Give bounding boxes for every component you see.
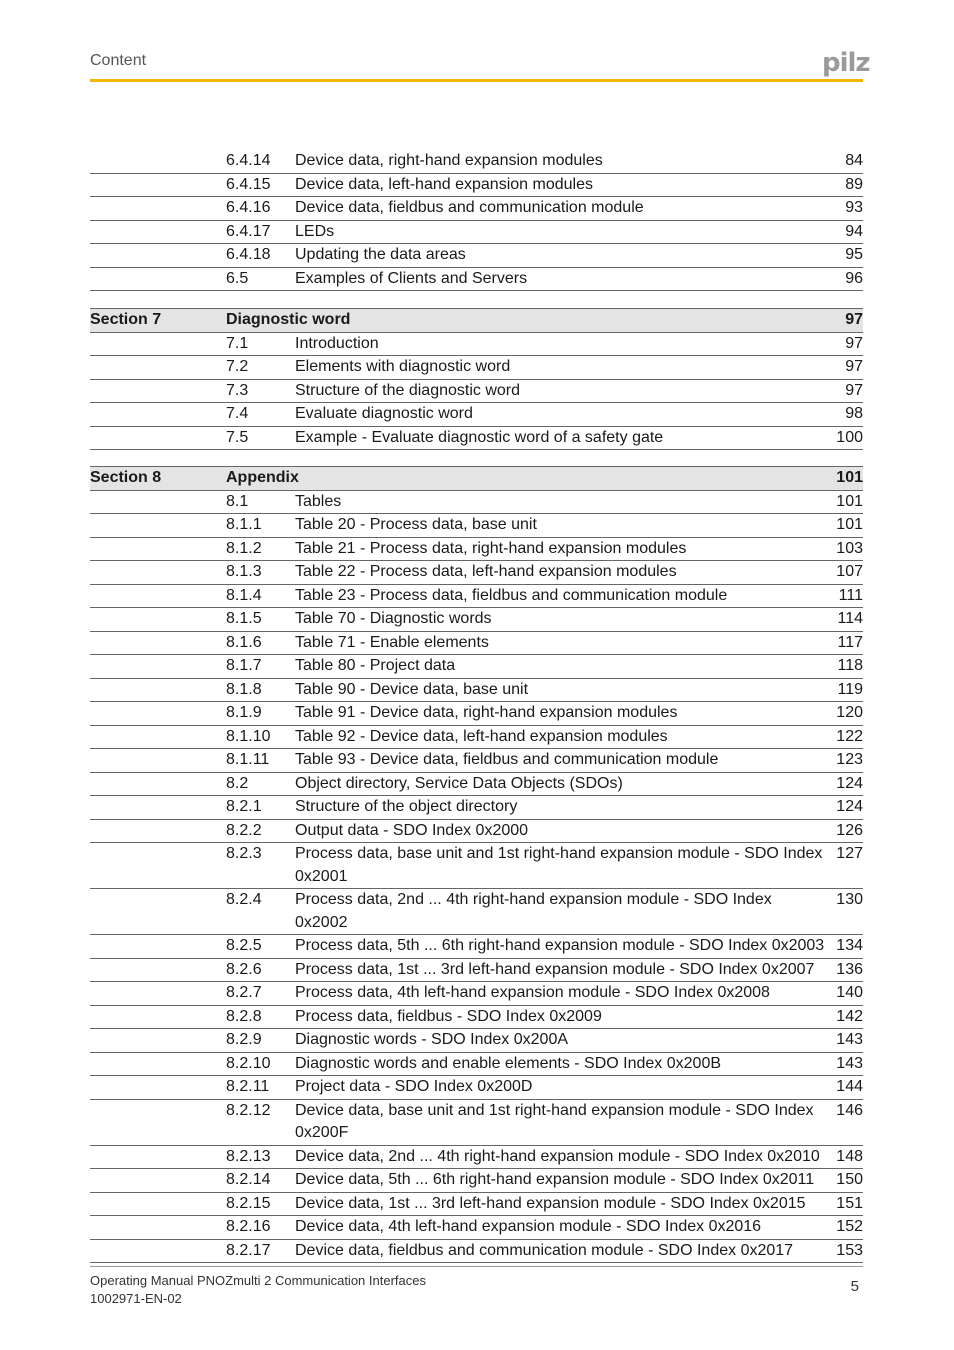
toc-entry-number: 8.1.2 xyxy=(226,539,262,557)
toc-entry-page: 143 xyxy=(836,1031,863,1048)
toc-entry[interactable] xyxy=(90,632,863,656)
toc-entry[interactable] xyxy=(90,197,863,221)
toc-entry-number: 8.2.7 xyxy=(226,984,262,1001)
toc-entry-title: Table 22 - Process data, left-hand expansion modules xyxy=(295,563,677,580)
toc-entry[interactable] xyxy=(90,380,863,404)
toc-entry-spacer xyxy=(90,632,226,655)
toc-entry-page: 118 xyxy=(837,657,863,674)
toc-entry-title: Device data, base unit and 1st right-hand expansion module - SDO Index 0x200F xyxy=(295,1101,814,1141)
toc-entry-title: Table 71 - Enable elements xyxy=(295,633,489,651)
toc-entry-title: Process data, fieldbus - SDO Index 0x2009 xyxy=(295,1007,602,1025)
toc-entry-page: 142 xyxy=(836,1007,863,1025)
toc-entry[interactable] xyxy=(90,959,863,983)
toc-entry-number: 8.2.16 xyxy=(226,1218,271,1235)
toc-entry-title: Table 21 - Process data, right-hand expansion modules xyxy=(295,539,687,557)
toc-entry-title: Table 92 - Device data, left-hand expansion modules xyxy=(295,727,668,745)
toc-entry-number: 6.5 xyxy=(226,269,249,287)
toc-entry-page: 97 xyxy=(845,334,863,352)
toc-entry-number: 6.4.17 xyxy=(226,222,271,240)
toc-entry-title: Project data - SDO Index 0x200D xyxy=(295,1078,533,1095)
toc-entry[interactable] xyxy=(90,1006,863,1030)
toc-entry-page: 126 xyxy=(836,821,863,839)
section-page: 97 xyxy=(845,311,863,328)
pilz-logo: pilz xyxy=(822,48,870,78)
toc-entry-number: 6.4.14 xyxy=(226,152,271,169)
toc-entry-number: 8.2.3 xyxy=(226,845,262,862)
toc-entry-page: 96 xyxy=(845,269,863,287)
toc-entry-number: 8.2.8 xyxy=(226,1007,262,1025)
toc-entry[interactable] xyxy=(90,726,863,750)
toc-entry-number: 6.4.16 xyxy=(226,199,271,216)
toc-entry-spacer xyxy=(90,244,226,267)
toc-entry-spacer xyxy=(90,403,226,426)
toc-entry-spacer xyxy=(90,491,226,514)
toc-entry-page: 144 xyxy=(836,1078,863,1095)
toc-entry-spacer xyxy=(90,1006,226,1029)
footer-document-number: 1002971-EN-02 xyxy=(90,1291,182,1306)
toc-entry[interactable] xyxy=(90,1169,863,1193)
toc-entry-title: Device data, 2nd ... 4th right-hand expansion module - SDO Index 0x2010 xyxy=(295,1147,820,1165)
toc-entry-number: 6.4.18 xyxy=(226,246,271,263)
toc-entry[interactable] xyxy=(90,356,863,380)
toc-entry-title: Process data, 4th left-hand expansion module - SDO Index 0x2008 xyxy=(295,984,770,1001)
toc-entry-title: Updating the data areas xyxy=(295,246,466,263)
toc-entry-number: 8.1.6 xyxy=(226,633,262,651)
section-title: Appendix xyxy=(226,469,299,486)
toc-entry[interactable] xyxy=(90,174,863,198)
toc-entry-number: 8.2.10 xyxy=(226,1054,271,1072)
toc-entry-number: 8.1.4 xyxy=(226,586,262,604)
toc-entry-number: 8.1.8 xyxy=(226,680,262,698)
toc-entry-page: 114 xyxy=(837,610,863,627)
toc-entry-number: 8.1.5 xyxy=(226,610,262,627)
toc-entry-title: Diagnostic words - SDO Index 0x200A xyxy=(295,1031,569,1048)
toc-entry-page: 84 xyxy=(845,152,863,169)
toc-entry-page: 97 xyxy=(845,358,863,375)
toc-entry[interactable] xyxy=(90,268,863,292)
toc-entry-spacer xyxy=(90,1100,226,1145)
toc-entry-page: 152 xyxy=(836,1218,863,1235)
toc-entry[interactable] xyxy=(90,843,863,889)
toc-entry-page: 130 xyxy=(836,891,863,908)
toc-entry-title: Device data, fieldbus and communication module - SDO Index 0x2017 xyxy=(295,1241,794,1259)
header-divider xyxy=(90,79,863,82)
toc-entry-spacer xyxy=(90,655,226,678)
toc-entry[interactable] xyxy=(90,773,863,797)
toc-entry-number: 8.1.1 xyxy=(226,516,262,533)
toc-entry[interactable] xyxy=(90,982,863,1006)
toc-entry-spacer xyxy=(90,1193,226,1216)
section-label: Section 8 xyxy=(90,469,162,486)
toc-entry-title: Table 91 - Device data, right-hand expansion modules xyxy=(295,704,678,721)
toc-entry-number: 8.1.10 xyxy=(226,727,271,745)
toc-entry-spacer xyxy=(90,796,226,819)
footer-manual-title: Operating Manual PNOZmulti 2 Communication Interfaces xyxy=(90,1273,426,1288)
toc-entry-title: Device data, 4th left-hand expansion module - SDO Index 0x2016 xyxy=(295,1218,762,1235)
toc-entry-spacer xyxy=(90,1169,226,1192)
toc-entry-number: 8.2.6 xyxy=(226,960,262,978)
footer-divider xyxy=(90,1266,863,1267)
toc-entry-spacer xyxy=(90,150,226,173)
toc-entry-title: Table 23 - Process data, fieldbus and communication module xyxy=(295,586,728,604)
toc-entry-number: 8.2.12 xyxy=(226,1101,271,1119)
toc-entry[interactable] xyxy=(90,935,863,959)
toc-entry-spacer xyxy=(90,982,226,1005)
toc-entry-spacer xyxy=(90,380,226,403)
toc-entry-spacer xyxy=(90,1240,226,1263)
toc-entry[interactable] xyxy=(90,514,863,538)
toc-entry-number: 8.2.2 xyxy=(226,821,262,839)
toc-entry-title: Structure of the diagnostic word xyxy=(295,381,521,399)
toc-entry-number: 8.2.5 xyxy=(226,937,262,954)
toc-entry[interactable] xyxy=(90,538,863,562)
toc-entry-page: 123 xyxy=(836,751,863,768)
toc-entry-page: 143 xyxy=(836,1054,863,1072)
toc-entry-spacer xyxy=(90,749,226,772)
toc-entry-title: Object directory, Service Data Objects (SDOs) xyxy=(295,774,623,792)
toc-entry-spacer xyxy=(90,514,226,537)
toc-entry-page: 89 xyxy=(845,175,863,193)
toc-entry-spacer xyxy=(90,726,226,749)
toc-entry-title: Device data, 5th ... 6th right-hand expansion module - SDO Index 0x2011 xyxy=(295,1171,815,1188)
toc-entry-page: 101 xyxy=(836,492,863,510)
toc-entry-page: 117 xyxy=(837,633,863,651)
toc-entry-spacer xyxy=(90,1216,226,1239)
toc-entry-number: 8.1.9 xyxy=(226,704,262,721)
toc-entry-number: 7.5 xyxy=(226,428,249,446)
toc-entry[interactable] xyxy=(90,1216,863,1240)
toc-entry-page: 122 xyxy=(836,727,863,745)
toc-entry-spacer xyxy=(90,221,226,244)
toc-entry[interactable] xyxy=(90,244,863,268)
toc-entry-spacer xyxy=(90,959,226,982)
toc-entry-title: Device data, right-hand expansion modules xyxy=(295,152,603,169)
toc-entry-number: 8.2.15 xyxy=(226,1194,271,1212)
toc-entry-number: 8.1 xyxy=(226,492,249,510)
toc-entry-number: 8.1.11 xyxy=(226,751,270,768)
toc-entry-number: 8.2.13 xyxy=(226,1147,271,1165)
toc-entry[interactable] xyxy=(90,655,863,679)
toc-entry-title: Elements with diagnostic word xyxy=(295,358,511,375)
section-label: Section 7 xyxy=(90,311,162,328)
page-number: 5 xyxy=(850,1278,859,1295)
toc-entry-title: Table 80 - Project data xyxy=(295,657,456,674)
toc-entry-spacer xyxy=(90,1146,226,1169)
toc-entry-page: 103 xyxy=(836,539,863,557)
toc-entry-number: 6.4.15 xyxy=(226,175,271,193)
toc-entry-number: 7.1 xyxy=(226,334,249,352)
toc-entry-number: 7.2 xyxy=(226,358,249,375)
toc-entry-number: 8.1.3 xyxy=(226,563,262,580)
toc-entry[interactable] xyxy=(90,1146,863,1170)
toc-entry-number: 7.4 xyxy=(226,405,249,422)
toc-entry-page: 151 xyxy=(836,1194,863,1212)
toc-entry-spacer xyxy=(90,935,226,958)
toc-entry-number: 8.2.1 xyxy=(226,798,262,815)
toc-entry[interactable] xyxy=(90,491,863,515)
toc-entry[interactable] xyxy=(90,427,863,451)
header-title: Content xyxy=(90,52,147,69)
toc-entry-page: 146 xyxy=(836,1101,863,1119)
toc-entry-title: Table 20 - Process data, base unit xyxy=(295,516,537,533)
toc-entry-page: 136 xyxy=(836,960,863,978)
toc-entry-spacer xyxy=(90,1053,226,1076)
toc-entry-title: Device data, fieldbus and communication module xyxy=(295,199,644,216)
toc-entry[interactable] xyxy=(90,702,863,726)
toc-group-7 xyxy=(90,308,863,450)
toc-entry-title: Table 90 - Device data, base unit xyxy=(295,680,529,698)
toc-entry[interactable] xyxy=(90,1193,863,1217)
toc-entry-spacer xyxy=(90,679,226,702)
toc-entry-title: Table 70 - Diagnostic words xyxy=(295,610,492,627)
toc-entry-page: 100 xyxy=(836,428,863,446)
toc-entry-page: 97 xyxy=(845,381,863,399)
toc-entry-title: Diagnostic words and enable elements - SDO Index 0x200B xyxy=(295,1054,722,1072)
toc-entry-number: 8.2.9 xyxy=(226,1031,262,1048)
toc-entry-spacer xyxy=(90,538,226,561)
toc-entry-spacer xyxy=(90,561,226,584)
toc-entry[interactable] xyxy=(90,608,863,632)
toc-entry-page: 111 xyxy=(838,586,863,604)
toc-entry-page: 124 xyxy=(836,798,863,815)
toc-entry[interactable] xyxy=(90,1076,863,1100)
toc-entry-number: 8.2 xyxy=(226,774,249,792)
toc-entry-title: Tables xyxy=(295,492,342,510)
toc-entry[interactable] xyxy=(90,150,863,174)
toc-entry-spacer xyxy=(90,820,226,843)
toc-entry-page: 150 xyxy=(836,1171,863,1188)
toc-entry-spacer xyxy=(90,773,226,796)
toc-entry-title: Evaluate diagnostic word xyxy=(295,405,473,422)
toc-entry-page: 98 xyxy=(845,405,863,422)
toc-entry-title: Output data - SDO Index 0x2000 xyxy=(295,821,529,839)
toc-entry-page: 120 xyxy=(836,704,863,721)
toc-entry-title: Introduction xyxy=(295,334,379,352)
toc-entry-title: Examples of Clients and Servers xyxy=(295,269,528,287)
toc-entry[interactable] xyxy=(90,1029,863,1053)
toc-entry[interactable] xyxy=(90,679,863,703)
toc-entry-spacer xyxy=(90,585,226,608)
toc-entry-number: 8.2.14 xyxy=(226,1171,271,1188)
toc-entry-title: LEDs xyxy=(295,222,335,240)
toc-entry[interactable] xyxy=(90,820,863,844)
toc-entry-page: 101 xyxy=(836,516,863,533)
toc-entry-page: 140 xyxy=(836,984,863,1001)
toc-entry-page: 107 xyxy=(836,563,863,580)
toc-entry-page: 95 xyxy=(845,246,863,263)
toc-group-8 xyxy=(90,466,863,1263)
toc-entry-spacer xyxy=(90,608,226,631)
toc-entry[interactable] xyxy=(90,585,863,609)
toc-entry[interactable] xyxy=(90,221,863,245)
toc-entry-page: 134 xyxy=(836,937,863,954)
toc-entry[interactable] xyxy=(90,749,863,773)
toc-entry-number: 7.3 xyxy=(226,381,249,399)
toc-entry-number: 8.2.4 xyxy=(226,891,262,908)
toc-entry-title: Device data, 1st ... 3rd left-hand expansion module - SDO Index 0x2015 xyxy=(295,1194,806,1212)
toc-entry-spacer xyxy=(90,1029,226,1052)
toc-entry-page: 148 xyxy=(836,1147,863,1165)
toc-entry-spacer xyxy=(90,702,226,725)
toc-entry-page: 153 xyxy=(836,1241,863,1259)
toc-entry-page: 94 xyxy=(845,222,863,240)
toc-entry-number: 8.1.7 xyxy=(226,657,262,674)
toc-entry-title: Device data, left-hand expansion modules xyxy=(295,175,593,193)
toc-entry-spacer xyxy=(90,427,226,450)
section-page: 101 xyxy=(836,469,863,486)
toc-entry[interactable] xyxy=(90,796,863,820)
toc-entry[interactable] xyxy=(90,403,863,427)
toc-entry-title: Process data, 2nd ... 4th right-hand expansion module - SDO Index 0x2002 xyxy=(295,891,772,931)
toc-entry-spacer xyxy=(90,843,226,888)
toc-section-heading[interactable] xyxy=(90,308,863,333)
toc-entry-title: Example - Evaluate diagnostic word of a safety gate xyxy=(295,428,664,446)
toc-entry[interactable] xyxy=(90,1240,863,1264)
toc-entry-spacer xyxy=(90,333,226,356)
toc-entry[interactable] xyxy=(90,1053,863,1077)
toc-entry-spacer xyxy=(90,356,226,379)
toc-group-6 xyxy=(90,150,863,291)
toc-entry-page: 93 xyxy=(845,199,863,216)
toc-entry[interactable] xyxy=(90,333,863,357)
toc-entry-title: Structure of the object directory xyxy=(295,798,518,815)
toc-entry-spacer xyxy=(90,889,226,934)
section-title: Diagnostic word xyxy=(226,311,351,328)
toc-entry-spacer xyxy=(90,197,226,220)
toc-entry-title: Process data, 5th ... 6th right-hand expansion module - SDO Index 0x2003 xyxy=(295,937,825,954)
toc-entry-spacer xyxy=(90,268,226,291)
toc-entry-number: 8.2.17 xyxy=(226,1241,271,1259)
toc-entry[interactable] xyxy=(90,1100,863,1146)
toc-entry-title: Process data, 1st ... 3rd left-hand expansion module - SDO Index 0x2007 xyxy=(295,960,815,978)
toc-entry[interactable] xyxy=(90,561,863,585)
toc-entry-page: 119 xyxy=(837,680,863,698)
toc-entry-spacer xyxy=(90,1076,226,1099)
toc-entry-page: 127 xyxy=(836,845,863,862)
toc-entry-title: Process data, base unit and 1st right-hand expansion module - SDO Index 0x2001 xyxy=(295,845,823,885)
toc-section-heading[interactable] xyxy=(90,466,863,491)
toc-entry[interactable] xyxy=(90,889,863,935)
toc-entry-page: 124 xyxy=(836,774,863,792)
toc-entry-number: 8.2.11 xyxy=(226,1078,270,1095)
toc-entry-title: Table 93 - Device data, fieldbus and communication module xyxy=(295,751,719,768)
toc-entry-spacer xyxy=(90,174,226,197)
